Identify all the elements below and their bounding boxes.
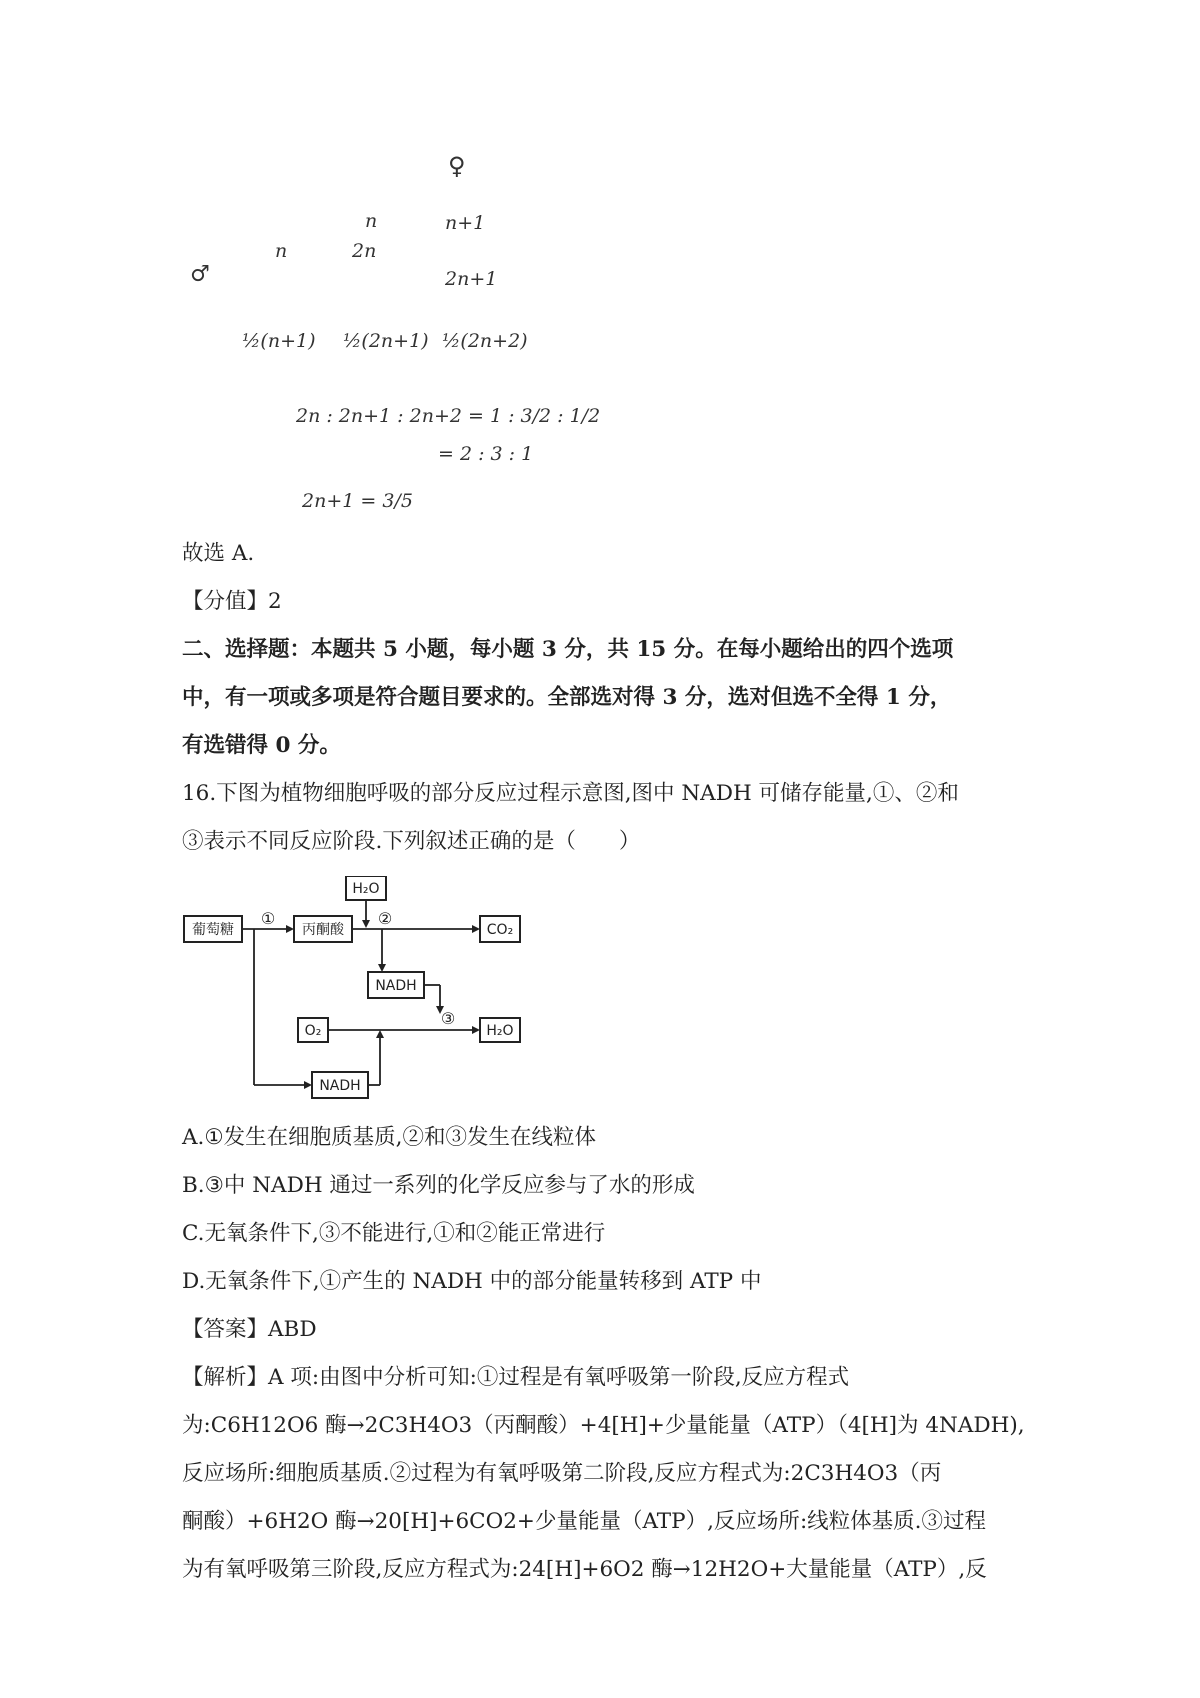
co2-label: CO₂ [486,922,514,938]
section-heading-line-2: 中，有一项或多项是符合题目要求的。全部选对得 3 分，选对但选不全得 1 分， [182,685,952,710]
arrow-nadh-bottom-up [368,1030,384,1085]
glucose-label: 葡萄糖 [192,922,234,938]
option-b: B.③中 NADH 通过一系列的化学反应参与了水的形成 [182,1173,695,1198]
offspring-2n: 2n [352,240,377,262]
nadh-bottom-label: NADH [319,1078,361,1094]
analysis-line-3: 反应场所:细胞质基质.②过程为有氧呼吸第二阶段,反应方程式为:2C3H4O3（丙 [182,1461,942,1486]
option-a: A.①发生在细胞质基质,②和③发生在线粒体 [182,1125,596,1150]
analysis-line-2: 为:C6H12O6 酶→2C3H4O3（丙酮酸）+4[H]+少量能量（ATP）（4[H]为 4NADH), [182,1413,1025,1438]
stage-2-marker: ② [377,909,393,928]
section-heading-line-3: 有选错得 0 分。 [182,733,341,758]
score-line: 【分值】2 [182,589,282,614]
arrow-water-in [362,900,370,928]
arrow-to-water-out [328,1026,480,1034]
option-c: C.无氧条件下,③不能进行,①和②能正常进行 [182,1221,606,1246]
male-symbol: ♂ [190,262,210,287]
oxygen-label: O₂ [304,1023,322,1039]
female-gamete-n: n [365,210,378,232]
stage-3-marker: ③ [440,1009,456,1028]
arrow-nadh-top-down [424,985,444,1014]
section-heading-line-1: 二、选择题：本题共 5 小题，每小题 3 分，共 15 分。在每小题给出的四个选项 [182,637,954,662]
male-gamete-n: n [275,240,288,262]
question-stem-line-1: 16.下图为植物细胞呼吸的部分反应过程示意图,图中 NADH 可储存能量,①、②和 [182,781,959,806]
question-stem-line-2: ③表示不同反应阶段.下列叙述正确的是（ ） [182,829,641,854]
arrow-to-nadh-top [378,929,386,972]
analysis-line-4: 酮酸）+6H2O 酶→20[H]+6CO2+少量能量（ATP）,反应场所:线粒体基质.③过程 [182,1509,987,1534]
water-in-label: H₂O [352,881,380,897]
pyruvate-label: 丙酮酸 [302,922,344,938]
arrow-glucose-nadh-bottom [254,929,312,1089]
water-out-label: H₂O [486,1023,514,1039]
ratio-line-1: 2n : 2n+1 : 2n+2 = 1 : 3/2 : 1/2 [296,405,601,427]
female-symbol: ♀ [448,152,466,180]
option-d: D.无氧条件下,①产生的 NADH 中的部分能量转移到 ATP 中 [182,1269,762,1294]
ratio-line-2: = 2 : 3 : 1 [438,443,534,465]
female-gamete-n-plus-1: n+1 [445,212,486,234]
freq-3: ½(2n+2) [442,330,528,352]
analysis-line-5: 为有氧呼吸第三阶段,反应方程式为:24[H]+6O2 酶→12H2O+大量能量（ATP）,反 [182,1557,987,1582]
arrow-pyruvate-co2 [352,925,480,933]
result-line: 2n+1 = 3/5 [302,490,413,512]
nadh-top-label: NADH [375,978,417,994]
freq-1: ½(n+1) [242,330,316,352]
answer-line: 【答案】ABD [182,1317,317,1342]
offspring-2n-plus-1: 2n+1 [445,268,498,290]
analysis-line-1: 【解析】A 项:由图中分析可知:①过程是有氧呼吸第一阶段,反应方程式 [182,1365,850,1390]
conclusion: 故选 A. [182,541,255,566]
stage-1-marker: ① [260,909,276,928]
freq-2: ½(2n+1) [343,330,429,352]
